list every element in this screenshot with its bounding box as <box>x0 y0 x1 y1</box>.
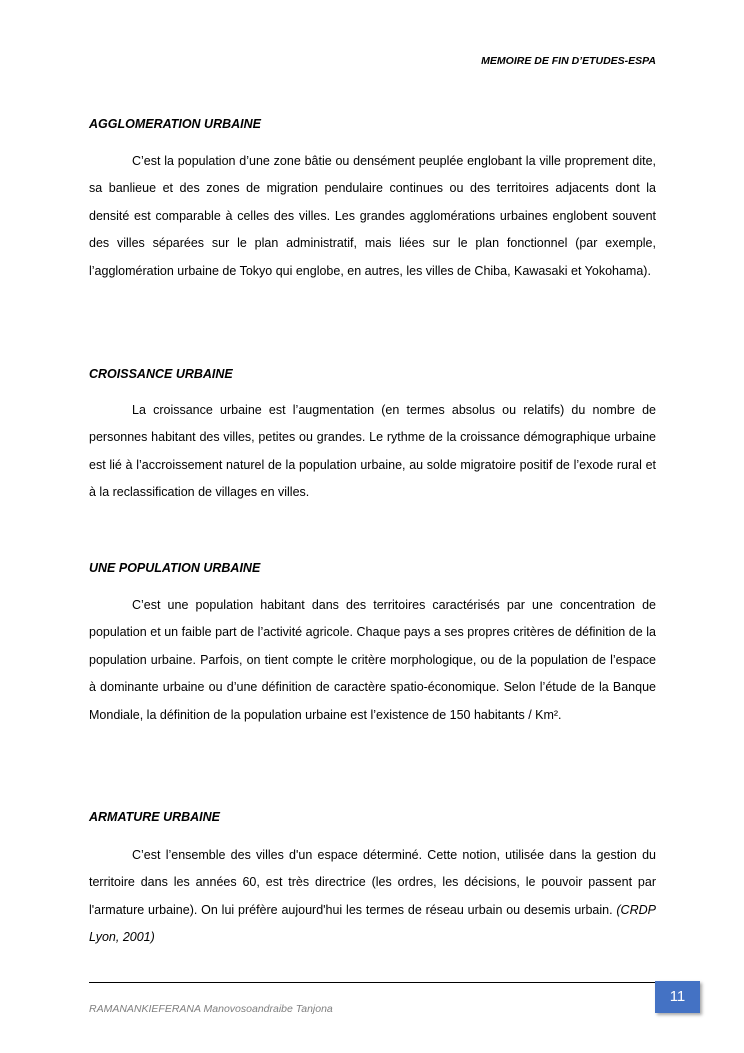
footer-author: RAMANANKIEFERANA Manovosoandraibe Tanjona <box>89 1003 333 1015</box>
section-body-armature-text: C’est l’ensemble des villes d'un espace déterminé. Cette notion, utilisée dans la gestion du territoire dans les années 60, est très directrice (les ordres, les décisions, le pouvoir passent par l'armature urbaine). On lui préfère aujourd'hui les termes de réseau urbain ou desemis urbain. <box>89 848 656 917</box>
section-title-armature: ARMATURE URBAINE <box>89 810 221 824</box>
section-title-population: UNE POPULATION URBAINE <box>89 561 261 575</box>
section-title-agglomeration: AGGLOMERATION URBAINE <box>89 117 261 131</box>
document-header: MEMOIRE DE FIN D’ETUDES-ESPA <box>481 55 656 67</box>
footer-divider <box>89 982 675 983</box>
page-number-badge: 11 <box>655 981 700 1013</box>
section-body-croissance: La croissance urbaine est l’augmentation (en termes absolus ou relatifs) du nombre de personnes habitant des villes, petites ou grandes. Le rythme de la croissance démographique urbaine est lié à l’accroissement naturel de la population urbaine, au solde migratoire positif de l’exode rural et à la reclassification de villages en villes. <box>89 403 656 500</box>
section-body-agglomeration: C’est la population d’une zone bâtie ou densément peuplée englobant la ville proprement dite, sa banlieue et des zones de migration pendulaire continues ou des territoires adjacents dont la densité est comparable à celles des villes. Les grandes agglomérations urbaines englobent souvent des villes séparées sur le plan administratif, mais liées sur le plan fonctionnel (par exemple, l’agglomération urbaine de Tokyo qui englobe, en autres, les villes de Chiba, Kawasaki et Yokohama). <box>89 154 656 278</box>
section-body-population: C’est une population habitant dans des territoires caractérisés par une concentration de population et un faible part de l’activité agricole. Chaque pays a ses propres critères de définition de la population urbaine. Parfois, on tient compte le critère morphologique, ou de la population de l’espace à dominante urbaine ou d’une définition de caractère spatio-économique. Selon l’étude de la Banque Mondiale, la définition de la population urbaine est l’existence de 150 habitants / Km². <box>89 598 656 722</box>
section-body-armature <box>89 842 656 952</box>
citation: (CRDP Lyon, 2001) <box>89 902 656 945</box>
section-title-croissance: CROISSANCE URBAINE <box>89 367 233 381</box>
